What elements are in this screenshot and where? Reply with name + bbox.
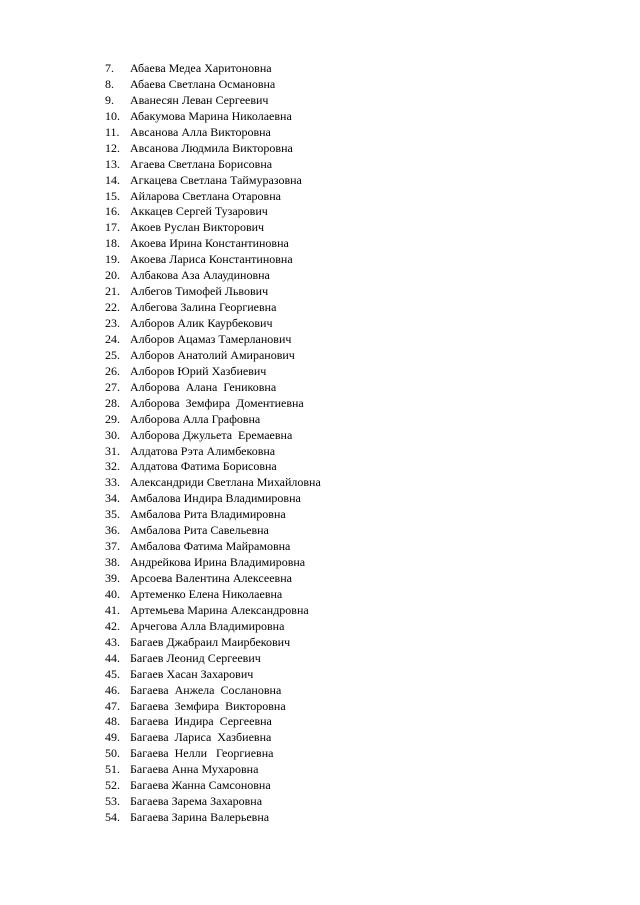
list-item-name: Багаев Леонид Сергеевич <box>130 650 261 665</box>
list-item-name: Акоев Руслан Викторович <box>130 220 265 235</box>
list-item-name: Александриди Светлана Михайловна <box>130 475 321 490</box>
list-item <box>105 284 321 300</box>
list-item-number: 18. <box>105 236 120 251</box>
list-item-name: Албегов Тимофей Львович <box>130 284 269 299</box>
list-item-number: 25. <box>105 347 120 362</box>
list-item-number: 32. <box>105 459 120 474</box>
list-item <box>105 746 321 762</box>
list-item <box>105 348 321 364</box>
list-item <box>105 77 321 93</box>
list-item-name: Амбалова Индира Владимировна <box>130 491 301 506</box>
list-item-name: Алборов Ацамаз Тамерланович <box>130 331 292 346</box>
list-item-name: Алборов Алик Каурбекович <box>130 316 273 330</box>
list-item-name: Алборова Алана Гениковна <box>130 379 277 394</box>
list-item-name: Артемьева Марина Александровна <box>130 602 309 617</box>
list-item <box>105 539 321 555</box>
list-item-name: Багаева Зарина Валерьевна <box>130 810 270 825</box>
list-item-name: Аванесян Леван Сергеевич <box>130 92 269 107</box>
list-item <box>105 300 321 316</box>
list-item-name: Арсоева Валентина Алексеевна <box>130 571 292 585</box>
list-item <box>105 587 321 603</box>
list-item-number: 53. <box>105 794 120 809</box>
list-item <box>105 125 321 141</box>
list-item <box>105 61 321 77</box>
list-item <box>105 699 321 715</box>
list-item-name: Амбалова Рита Владимировна <box>130 507 286 522</box>
list-item <box>105 651 321 667</box>
list-item-name: Амбалова Рита Савельевна <box>130 523 269 538</box>
list-item <box>105 428 321 444</box>
list-item-name: Багаев Хасан Захарович <box>130 666 254 681</box>
list-item <box>105 730 321 746</box>
list-item-number: 43. <box>105 634 120 649</box>
list-item <box>105 619 321 635</box>
list-item-number: 45. <box>105 666 120 681</box>
list-item-number: 26. <box>105 363 120 378</box>
list-item-name: Алборов Анатолий Амиранович <box>130 347 295 362</box>
list-item <box>105 778 321 794</box>
list-item-name: Авсанова Людмила Викторовна <box>130 140 293 155</box>
list-item-number: 51. <box>105 762 120 777</box>
list-item-name: Алборова Земфира Доментиевна <box>130 395 304 410</box>
list-item <box>105 603 321 619</box>
list-item-number: 14. <box>105 172 120 187</box>
list-item-name: Алдатова Фатима Борисовна <box>130 459 277 474</box>
list-item-number: 27. <box>105 379 120 394</box>
list-item <box>105 794 321 810</box>
list-item-number: 22. <box>105 300 120 315</box>
list-item-number: 54. <box>105 810 120 825</box>
list-item-number: 7. <box>105 61 114 75</box>
list-item <box>105 444 321 460</box>
list-item <box>105 157 321 173</box>
list-item-name: Амбалова Фатима Майрамовна <box>130 539 291 554</box>
list-item-name: Арчегова Алла Владимировна <box>130 618 285 633</box>
list-item-number: 41. <box>105 602 120 617</box>
list-item-number: 30. <box>105 427 120 442</box>
list-item-number: 15. <box>105 188 120 203</box>
list-item-name: Багаева Анжела Сослановна <box>130 682 282 697</box>
list-item-name: Абаева Медеа Харитоновна <box>130 61 272 75</box>
list-item-number: 38. <box>105 555 120 570</box>
list-item-name: Албегова Залина Георгиевна <box>130 300 277 315</box>
list-item-name: Багаева Анна Мухаровна <box>130 762 259 777</box>
list-item-number: 21. <box>105 284 120 299</box>
list-item <box>105 683 321 699</box>
list-item-number: 24. <box>105 331 120 346</box>
name-list <box>105 61 321 826</box>
list-item-number: 50. <box>105 746 120 761</box>
list-item <box>105 380 321 396</box>
list-item <box>105 475 321 491</box>
list-item-number: 16. <box>105 204 120 219</box>
list-item-name: Алборова Джульета Еремаевна <box>130 427 293 442</box>
list-item-number: 49. <box>105 730 120 745</box>
list-item <box>105 204 321 220</box>
list-item <box>105 412 321 428</box>
list-item-name: Багаева Жанна Самсоновна <box>130 778 271 793</box>
list-item-number: 35. <box>105 507 120 522</box>
list-item <box>105 571 321 587</box>
list-item-number: 19. <box>105 252 120 267</box>
list-item-number: 20. <box>105 268 120 283</box>
list-item-number: 23. <box>105 316 120 330</box>
list-item-name: Алборова Алла Графовна <box>130 411 261 426</box>
list-item-number: 28. <box>105 395 120 410</box>
list-item <box>105 109 321 125</box>
list-item <box>105 364 321 380</box>
list-item <box>105 316 321 332</box>
list-item-name: Акоева Лариса Константиновна <box>130 252 293 267</box>
list-item-number: 13. <box>105 156 120 171</box>
list-item-number: 31. <box>105 443 120 458</box>
list-item <box>105 332 321 348</box>
list-item <box>105 141 321 157</box>
list-item <box>105 268 321 284</box>
list-item-name: Аккацев Сергей Тузарович <box>130 204 268 219</box>
list-item-name: Багаева Нелли Георгиевна <box>130 746 274 761</box>
list-item <box>105 252 321 268</box>
list-item <box>105 555 321 571</box>
list-item-name: Багаева Лариса Хазбиевна <box>130 730 272 745</box>
list-item-number: 29. <box>105 411 120 426</box>
list-item-number: 37. <box>105 539 120 554</box>
list-item-number: 11. <box>105 124 120 139</box>
list-item-name: Алборов Юрий Хазбиевич <box>130 363 267 378</box>
list-item-number: 17. <box>105 220 120 235</box>
list-item <box>105 635 321 651</box>
list-item-number: 33. <box>105 475 120 490</box>
list-item-number: 12. <box>105 140 120 155</box>
list-item-name: Абакумова Марина Николаевна <box>130 108 292 123</box>
list-item <box>105 459 321 475</box>
list-item <box>105 667 321 683</box>
list-item-number: 8. <box>105 76 114 91</box>
list-item-number: 42. <box>105 618 120 633</box>
list-item-name: Багаева Зарема Захаровна <box>130 794 263 809</box>
list-item-number: 34. <box>105 491 120 506</box>
list-item-name: Албакова Аза Алаудиновна <box>130 268 270 283</box>
list-item-number: 39. <box>105 571 120 585</box>
list-item-name: Алдатова Рэта Алимбековна <box>130 443 276 458</box>
list-item-name: Авсанова Алла Викторовна <box>130 124 271 139</box>
list-item-name: Андрейкова Ирина Владимировна <box>130 555 306 570</box>
list-item-number: 46. <box>105 682 120 697</box>
list-item-number: 9. <box>105 92 114 107</box>
list-item <box>105 714 321 730</box>
list-item-number: 44. <box>105 650 120 665</box>
list-item-name: Акоева Ирина Константиновна <box>130 236 289 251</box>
list-item <box>105 220 321 236</box>
list-item-number: 10. <box>105 108 120 123</box>
list-item <box>105 491 321 507</box>
list-item <box>105 396 321 412</box>
list-item <box>105 507 321 523</box>
list-item-name: Багаев Джабраил Маирбекович <box>130 634 291 649</box>
list-item-name: Агкацева Светлана Таймуразовна <box>130 172 302 187</box>
list-item-number: 47. <box>105 698 120 713</box>
list-item <box>105 810 321 826</box>
list-item-number: 52. <box>105 778 120 793</box>
list-item-name: Агаева Светлана Борисовна <box>130 156 273 171</box>
list-item <box>105 523 321 539</box>
list-item <box>105 93 321 109</box>
list-item-name: Багаева Земфира Викторовна <box>130 698 286 713</box>
list-item-name: Абаева Светлана Османовна <box>130 76 276 91</box>
list-item <box>105 762 321 778</box>
list-item-name: Артеменко Елена Николаевна <box>130 586 283 601</box>
list-item-number: 36. <box>105 523 120 538</box>
list-item-number: 40. <box>105 586 120 601</box>
list-item <box>105 236 321 252</box>
list-item-name: Багаева Индира Сергеевна <box>130 714 272 729</box>
list-item-number: 48. <box>105 714 120 729</box>
list-item-name: Айларова Светлана Отаровна <box>130 188 281 203</box>
list-item <box>105 173 321 189</box>
list-item <box>105 189 321 205</box>
